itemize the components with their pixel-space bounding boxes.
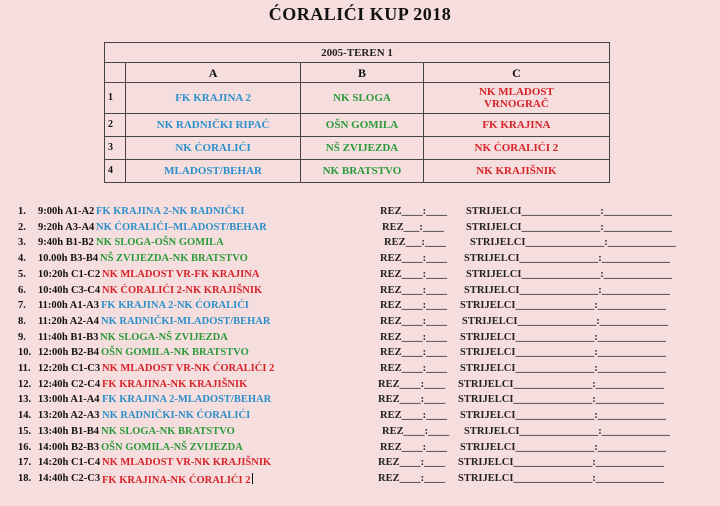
match-number: 5. <box>18 268 26 280</box>
match-time-slot: 10.00h B3-B4 <box>38 253 99 265</box>
match-number: 18. <box>18 472 32 484</box>
groups-table <box>104 42 610 183</box>
match-time-slot: 9:40h B1-B2 <box>38 237 94 249</box>
match-row <box>0 332 720 348</box>
group-header-b: B <box>301 63 424 83</box>
result-field[interactable]: REZ____:____ <box>380 315 448 327</box>
result-field[interactable]: REZ____:____ <box>380 253 448 265</box>
result-field[interactable]: REZ___:____ <box>384 237 446 249</box>
result-field[interactable]: REZ____:____ <box>380 410 448 422</box>
match-teams: FK KRAJINA 2-MLADOST/BEHAR <box>102 394 272 406</box>
result-field[interactable]: REZ____:____ <box>378 378 446 390</box>
match-time-slot: 13:40h B1-B4 <box>38 425 99 437</box>
match-teams: NK ĆORALIĆI 2-NK KRAJIŠNIK <box>102 284 263 296</box>
match-teams: NK ĆORALIĆI–MLADOST/BEHAR <box>96 221 267 233</box>
result-field[interactable]: REZ____:____ <box>380 206 448 217</box>
match-row <box>0 222 720 238</box>
match-teams: NK MLADOST VR-FK KRAJINA <box>102 268 260 280</box>
match-time-slot: 10:20h C1-C2 <box>38 268 101 280</box>
scorers-field[interactable]: STRIJELCI_______________:_____________ <box>466 268 672 280</box>
result-field[interactable]: REZ____:____ <box>378 457 446 469</box>
match-time-slot: 12:40h C2-C4 <box>38 378 101 390</box>
match-number: 4. <box>18 253 26 265</box>
scorers-field[interactable]: STRIJELCI_______________:_____________ <box>460 410 666 422</box>
team-cell: NK BRATSTVO <box>301 160 424 183</box>
match-number: 15. <box>18 425 32 437</box>
row-number: 2 <box>105 114 126 137</box>
match-time-slot: 14:40h C2-C3 <box>38 472 101 484</box>
match-number: 11. <box>18 363 31 374</box>
table-row <box>105 160 610 183</box>
scorers-field[interactable]: STRIJELCI_______________:_____________ <box>466 206 672 217</box>
scorers-field[interactable]: STRIJELCI_______________:_____________ <box>460 441 666 453</box>
scorers-field[interactable]: STRIJELCI_______________:_____________ <box>464 284 670 296</box>
result-field[interactable]: REZ____:____ <box>378 394 446 406</box>
match-time-slot: 10:40h C3-C4 <box>38 284 101 296</box>
match-number: 9. <box>18 331 26 343</box>
match-time-slot: 14:20h C1-C4 <box>38 457 101 469</box>
text-cursor <box>252 473 253 484</box>
match-row <box>0 363 720 379</box>
match-teams: NK SLOGA-NK BRATSTVO <box>101 425 235 437</box>
team-cell: OŠN GOMILA <box>301 114 424 137</box>
team-cell: NŠ ZVIJEZDA <box>301 137 424 160</box>
scorers-field[interactable]: STRIJELCI_______________:_____________ <box>460 347 666 359</box>
scorers-field[interactable]: STRIJELCI_______________:_____________ <box>460 363 666 374</box>
match-number: 2. <box>18 221 26 233</box>
result-field[interactable]: REZ____:____ <box>380 284 448 296</box>
match-teams: FK KRAJINA 2-NK ĆORALIĆI <box>101 300 249 312</box>
match-row <box>0 379 720 395</box>
match-teams: NK MLADOST VR-NK KRAJIŠNIK <box>102 457 272 469</box>
result-field[interactable]: REZ____:____ <box>380 331 448 343</box>
match-row <box>0 347 720 363</box>
result-field[interactable]: REZ____:____ <box>382 425 450 437</box>
match-number: 1. <box>18 206 26 217</box>
match-number: 8. <box>18 315 26 327</box>
table-caption: 2005-TEREN 1 <box>105 43 610 63</box>
row-number: 3 <box>105 137 126 160</box>
match-teams: OŠN GOMILA-NK BRATSTVO <box>101 347 249 359</box>
match-row <box>0 269 720 285</box>
match-teams: NK SLOGA-NŠ ZVIJEZDA <box>100 331 228 343</box>
match-time-slot: 13:20h A2-A3 <box>38 410 100 422</box>
match-row <box>0 426 720 442</box>
match-number: 13. <box>18 394 32 406</box>
team-cell: NK ĆORALIĆI <box>126 137 301 160</box>
match-teams: FK KRAJINA-NK ĆORALIĆI 2 <box>102 473 253 486</box>
header-corner <box>105 63 126 83</box>
match-number: 3. <box>18 237 26 249</box>
match-number: 10. <box>18 347 32 359</box>
scorers-field[interactable]: STRIJELCI_______________:_____________ <box>460 300 666 312</box>
match-time-slot: 9:20h A3-A4 <box>38 221 95 233</box>
match-row <box>0 253 720 269</box>
match-time-slot: 11:00h A1-A3 <box>38 300 99 312</box>
match-teams: NK RADNIČKI-MLADOST/BEHAR <box>101 315 271 327</box>
scorers-field[interactable]: STRIJELCI_______________:_____________ <box>464 425 670 437</box>
team-cell: NK SLOGA <box>301 83 424 114</box>
match-row <box>0 237 720 253</box>
group-header-a: A <box>126 63 301 83</box>
scorers-field[interactable]: STRIJELCI_______________:_____________ <box>458 394 664 406</box>
match-time-slot: 12:20h C1-C3 <box>38 363 101 374</box>
result-field[interactable]: REZ____:____ <box>380 441 448 453</box>
match-row <box>0 285 720 301</box>
result-field[interactable]: REZ___:____ <box>382 221 444 233</box>
match-time-slot: 11:20h A2-A4 <box>38 315 99 327</box>
table-row <box>105 83 610 114</box>
match-teams: NK RADNIČKI-NK ĆORALIĆI <box>102 410 251 422</box>
document-title: ĆORALIĆI KUP 2018 <box>268 4 452 24</box>
team-cell: NK RADNIČKI RIPAĆ <box>126 114 301 137</box>
match-row <box>0 316 720 332</box>
scorers-field[interactable]: STRIJELCI_______________:_____________ <box>464 253 670 265</box>
team-cell <box>423 83 609 114</box>
result-field[interactable]: REZ____:____ <box>378 472 446 484</box>
match-row <box>0 410 720 426</box>
match-teams: OŠN GOMILA-NŠ ZVIJEZDA <box>101 441 243 453</box>
match-row <box>0 442 720 458</box>
table-row <box>105 114 610 137</box>
match-teams: NK SLOGA-OŠN GOMILA <box>96 237 224 249</box>
team-cell: MLADOST/BEHAR <box>126 160 301 183</box>
match-time-slot: 13:00h A1-A4 <box>38 394 100 406</box>
result-field[interactable]: REZ____:____ <box>380 363 448 374</box>
match-row <box>0 394 720 410</box>
result-field[interactable]: REZ____:____ <box>380 300 448 312</box>
scorers-field[interactable]: STRIJELCI_______________:_____________ <box>466 221 672 233</box>
scorers-field[interactable]: STRIJELCI_______________:_____________ <box>470 237 676 249</box>
team-cell: NK KRAJIŠNIK <box>423 160 609 183</box>
scorers-field[interactable]: STRIJELCI_______________:_____________ <box>458 378 664 390</box>
match-teams: NK MLADOST VR-NK ĆORALIĆI 2 <box>102 363 275 374</box>
match-row <box>0 300 720 316</box>
team-cell: FK KRAJINA <box>423 114 609 137</box>
scorers-field[interactable]: STRIJELCI_______________:_____________ <box>462 315 668 327</box>
row-number: 4 <box>105 160 126 183</box>
result-field[interactable]: REZ____:____ <box>380 347 448 359</box>
match-row <box>0 206 720 222</box>
match-number: 17. <box>18 457 32 469</box>
row-number: 1 <box>105 83 126 114</box>
group-header-c: C <box>423 63 609 83</box>
match-number: 7. <box>18 300 26 312</box>
scorers-field[interactable]: STRIJELCI_______________:_____________ <box>460 331 666 343</box>
result-field[interactable]: REZ____:____ <box>380 268 448 280</box>
match-row <box>0 457 720 473</box>
match-time-slot: 11:40h B1-B3 <box>38 331 99 343</box>
match-row <box>0 473 720 489</box>
match-number: 12. <box>18 378 32 390</box>
match-teams: FK KRAJINA-NK KRAJIŠNIK <box>102 378 248 390</box>
match-number: 6. <box>18 284 26 296</box>
match-time-slot: 12:00h B2-B4 <box>38 347 99 359</box>
match-teams: FK KRAJINA 2-NK RADNIČKI <box>96 206 245 217</box>
match-teams: NŠ ZVIJEZDA-NK BRATSTVO <box>100 253 248 265</box>
scorers-field[interactable]: STRIJELCI_______________:_____________ <box>458 472 664 484</box>
match-number: 14. <box>18 410 32 422</box>
table-row <box>105 137 610 160</box>
match-time-slot: 14:00h B2-B3 <box>38 441 99 453</box>
match-number: 16. <box>18 441 32 453</box>
team-cell: FK KRAJINA 2 <box>126 83 301 114</box>
team-cell: NK ĆORALIĆI 2 <box>423 137 609 160</box>
match-time-slot: 9:00h A1-A2 <box>38 206 95 217</box>
team-cell-text: NK MLADOST VRNOGRAČ <box>478 86 554 110</box>
scorers-field[interactable]: STRIJELCI_______________:_____________ <box>458 457 664 469</box>
